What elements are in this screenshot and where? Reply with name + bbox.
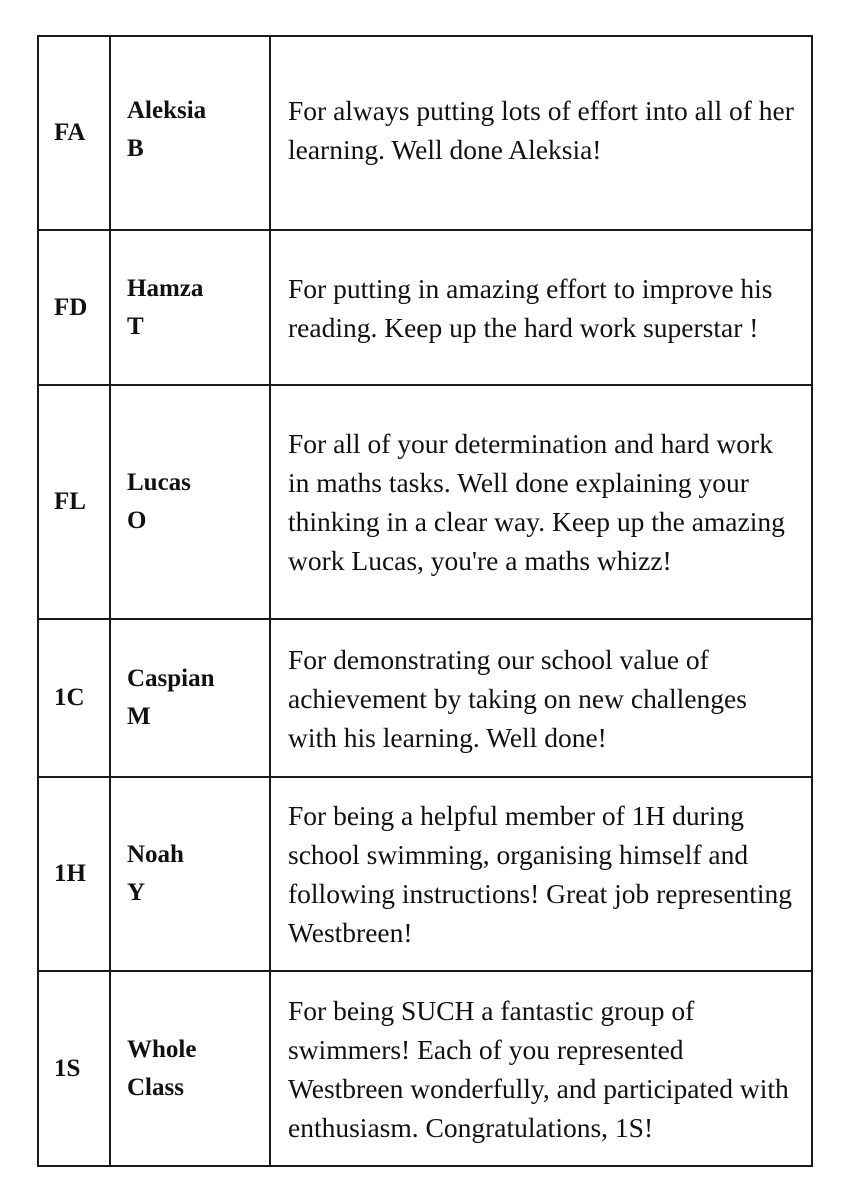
award-reason: For being SUCH a fantastic group of swimmers! Each of you represented Westbreen wonderfully, and participated with enthusiasm. Congratulations, 1S! [288, 994, 789, 1143]
award-row-1c [38, 619, 812, 777]
award-row-fd [38, 230, 812, 385]
name-cell [110, 385, 270, 619]
student-first-name: Lucas [127, 469, 191, 496]
award-row-fa [38, 36, 812, 230]
class-cell [38, 971, 110, 1166]
class-code: FA [54, 119, 86, 146]
award-reason: For all of your determination and hard work in maths tasks. Well done explaining your thinking in a clear way. Keep up the amazing work Lucas, you're a maths whizz! [288, 428, 785, 576]
name-cell [110, 619, 270, 777]
class-cell [38, 619, 110, 777]
reason-cell [270, 230, 812, 385]
class-code: 1S [54, 1054, 81, 1082]
student-initial: B [127, 135, 144, 162]
award-reason: For demonstrating our school value of achievement by taking on new challenges with his learning. Well done! [288, 643, 747, 753]
class-code: FL [54, 488, 86, 515]
student-initial: T [127, 312, 144, 340]
award-reason: For putting in amazing effort to improve his reading. Keep up the hard work superstar ! [288, 272, 773, 343]
reason-cell [270, 385, 812, 619]
student-initial: Y [127, 879, 146, 906]
student-first-name: Noah [127, 841, 184, 868]
class-code: 1C [54, 684, 85, 711]
class-code: 1H [54, 860, 86, 887]
name-cell [110, 36, 270, 230]
reason-cell [270, 619, 812, 777]
student-first-name: Aleksia [127, 97, 207, 124]
name-cell [110, 230, 270, 385]
name-cell [110, 971, 270, 1166]
award-row-1s [38, 971, 812, 1166]
student-first-name: Whole [127, 1035, 197, 1063]
class-cell [38, 777, 110, 971]
reason-cell [270, 777, 812, 971]
class-code: FD [54, 293, 88, 321]
reason-cell [270, 36, 812, 230]
award-row-1h [38, 777, 812, 971]
reason-cell [270, 971, 812, 1166]
student-initial: M [127, 703, 151, 730]
student-first-name: Hamza [127, 274, 204, 302]
student-initial: Class [127, 1073, 184, 1101]
award-row-fl [38, 385, 812, 619]
student-first-name: Caspian [127, 665, 215, 692]
award-reason: For always putting lots of effort into all of her learning. Well done Aleksia! [288, 95, 794, 165]
student-initial: O [127, 507, 147, 534]
awards-table [37, 35, 813, 1167]
name-cell [110, 777, 270, 971]
class-cell [38, 385, 110, 619]
award-reason: For being a helpful member of 1H during school swimming, organising himself and following instructions! Great job representing Westbreen! [288, 800, 793, 948]
class-cell [38, 230, 110, 385]
class-cell [38, 36, 110, 230]
